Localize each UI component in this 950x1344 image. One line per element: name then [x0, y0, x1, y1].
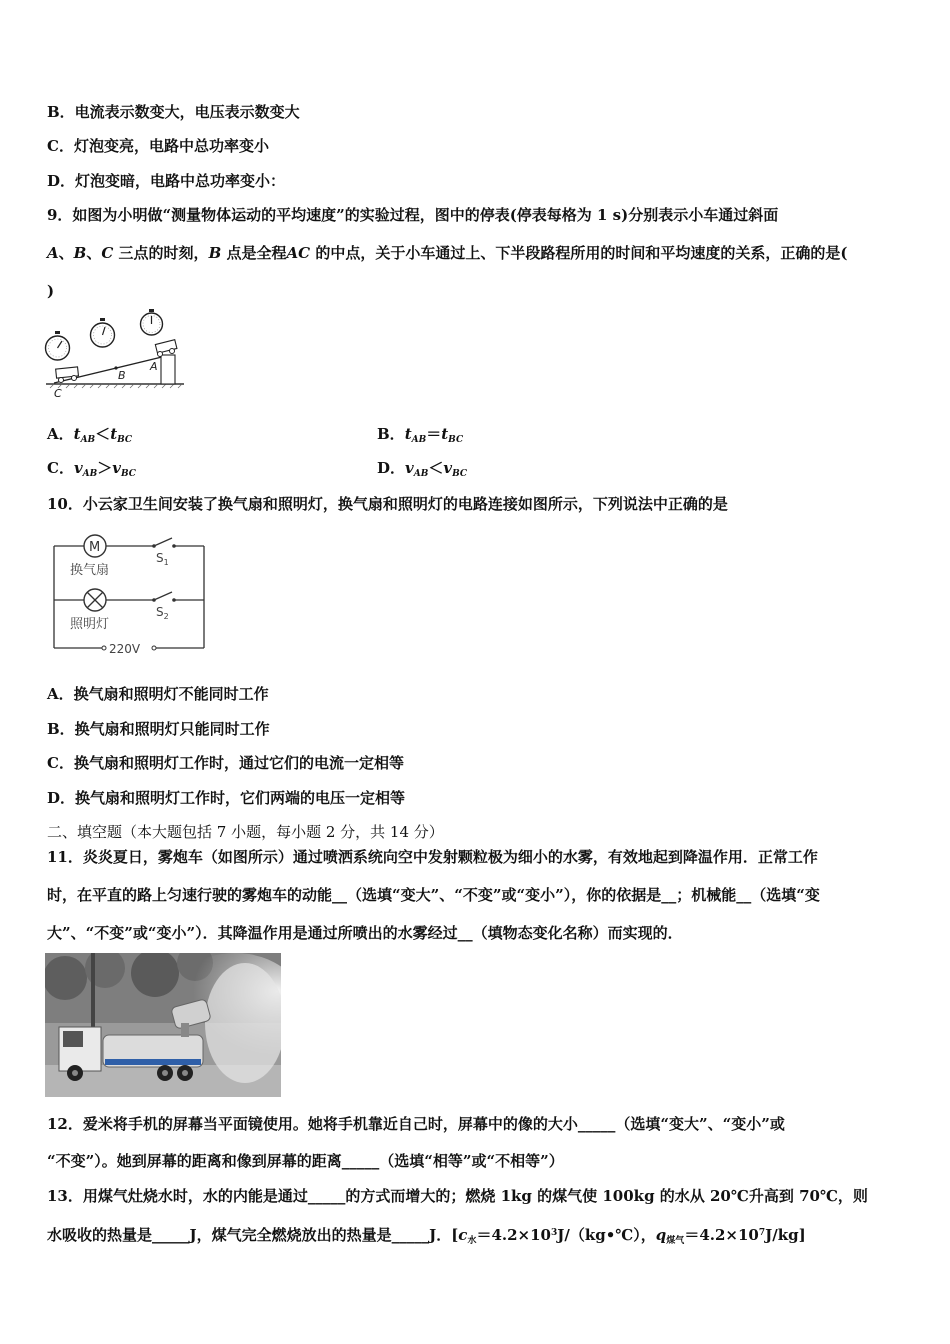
svg-text:M: M: [89, 540, 101, 555]
switch-s1-label: $S_1$: [156, 551, 169, 567]
q11-line3: 大”、“不变”或“变小”）．其降温作用是通过所喷出的水雾经过__（填物态变化名称）而实现的．: [47, 924, 683, 942]
q8-option-b: B．电流表示数变大，电压表示数变大: [47, 103, 300, 121]
fan-label: 换气扇: [70, 563, 110, 578]
point-c-label: C: [54, 387, 62, 400]
q9-option-a: A．$t_{AB}<t_{BC}$: [47, 425, 133, 445]
q10-option-c: C．换气扇和照明灯工作时，通过它们的电流一定相等: [47, 754, 404, 772]
q10-stem: 10．小云家卫生间安装了换气扇和照明灯，换气扇和照明灯的电路连接如图所示，下列说法中正确的是: [47, 495, 728, 513]
q13-line2: 水吸收的热量是_____J，煤气完全燃烧放出的热量是_____J．[$c_水=4.2\times 10^3J/(kg•℃)$，$q_{煤气}=4.2\times 10^7J/kg$]: [47, 1226, 806, 1246]
point-a-label: A: [150, 360, 158, 373]
q9-option-d: D．$v_{AB}<v_{BC}$: [377, 459, 467, 479]
lamp-label: 照明灯: [70, 617, 110, 632]
q9-stem-line1: 9．如图为小明做“测量物体运动的平均速度”的实验过程，图中的停表(停表每格为 1 s)分别表示小车通过斜面: [47, 206, 779, 224]
point-b-label: B: [118, 369, 126, 382]
q13-line1: 13．用煤气灶烧水时，水的内能是通过_____的方式而增大的；燃烧 1kg 的煤气使 100kg 的水从 20℃升高到 70℃，则: [47, 1187, 868, 1205]
fog-cannon-truck-photo: [45, 953, 281, 1097]
q11-line1: 11．炎炎夏日，雾炮车（如图所示）通过喷洒系统向空中发射颗粒极为细小的水雾，有效地起到降温作用．正常工作: [47, 848, 818, 866]
stopwatch-c-icon: [46, 331, 70, 360]
switch-s2-label: $S_2$: [156, 605, 169, 621]
q10-option-b: B．换气扇和照明灯只能同时工作: [47, 720, 270, 738]
q8-option-d: D．灯泡变暗，电路中总功率变小：: [47, 172, 286, 190]
q10-option-a: A．换气扇和照明灯不能同时工作: [47, 685, 269, 703]
q11-line2: 时，在平直的路上匀速行驶的雾炮车的动能__（选填“变大”、“不变”或“变小”），你的依据是__；机械能__（选填“变: [47, 886, 820, 904]
q12-line1: 12．爱米将手机的屏幕当平面镜使用。她将手机靠近自己时，屏幕中的像的大小_____（选填“变大”、“变小”或: [47, 1115, 785, 1133]
q10-option-d: D．换气扇和照明灯工作时，它们两端的电压一定相等: [47, 789, 406, 807]
stopwatch-b-icon: [91, 318, 115, 347]
car-top-icon: [155, 340, 177, 357]
lamp-icon: [84, 589, 106, 611]
section-heading: 二、填空题（本大题包括 7 小题，每小题 2 分，共 14 分）: [47, 823, 444, 841]
voltage-label: 220V: [109, 642, 141, 656]
q9-stem-line2: A、B、C 三点的时刻，B 点是全程AC 的中点，关于小车通过上、下半段路程所用的时间和平均速度的关系，正确的是(: [47, 244, 848, 262]
stopwatch-a-icon: [141, 309, 163, 335]
q9-option-c: C．$v_{AB}>v_{BC}$: [47, 459, 136, 479]
motor-icon: [84, 535, 106, 557]
incline-stopwatch-figure: [44, 308, 194, 400]
q9-option-b: B．$t_{AB}=t_{BC}$: [377, 425, 464, 445]
q8-option-c: C．灯泡变亮，电路中总功率变小: [47, 137, 269, 155]
circuit-diagram: [46, 530, 212, 660]
q12-line2: “不变”）。她到屏幕的距离和像到屏幕的距离_____（选填“相等”或“不相等”）: [47, 1152, 564, 1170]
q9-stem-line3: ): [47, 282, 55, 300]
